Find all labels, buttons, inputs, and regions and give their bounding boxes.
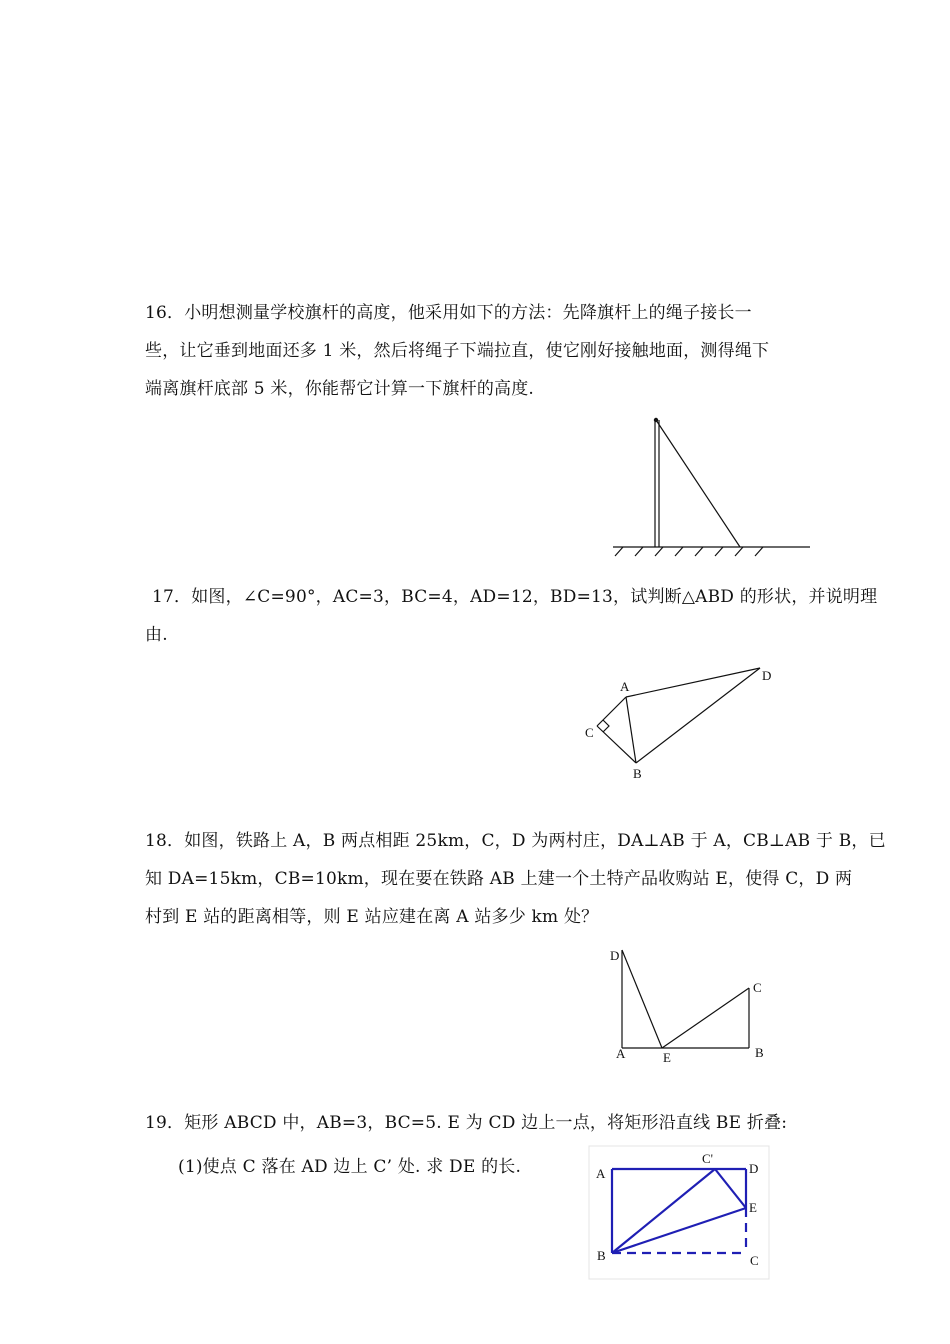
label-b: B [633, 766, 642, 781]
problem-16-line-1: 16．小明想测量学校旗杆的高度，他采用如下的方法：先降旗杆上的绳子接长一 [145, 303, 752, 323]
label-d: D [610, 948, 620, 963]
label-c: C [585, 725, 594, 740]
label-c: C [750, 1253, 759, 1268]
triangle-abd-figure [575, 660, 785, 785]
label-c: C [753, 980, 762, 995]
rectangle-fold-figure [588, 1145, 770, 1280]
label-a: A [616, 1046, 626, 1061]
label-e: E [749, 1200, 757, 1215]
problem-18-line-1: 18．如图，铁路上 A，B 两点相距 25km，C，D 为两村庄，DA⊥AB 于 A，CB⊥AB 于 B，已 [145, 831, 886, 851]
label-a: A [596, 1166, 606, 1181]
label-b: B [597, 1248, 606, 1263]
problem-18-line-2: 知 DA=15km，CB=10km，现在要在铁路 AB 上建一个土特产品收购站 E，使得 C，D 两 [145, 869, 853, 889]
label-c-prime: C' [702, 1151, 714, 1166]
label-d: D [762, 668, 772, 683]
problem-16-line-2: 些，让它垂到地面还多 1 米，然后将绳子下端拉直，使它刚好接触地面，测得绳下 [145, 341, 770, 361]
problem-18-line-3: 村到 E 站的距离相等，则 E 站应建在离 A 站多少 km 处？ [145, 907, 599, 927]
label-b: B [755, 1045, 764, 1060]
problem-17-line-1: 17．如图，∠C=90°，AC=3，BC=4，AD=12，BD=13，试判断△ABD 的形状，并说明理 [152, 587, 878, 607]
problem-16-line-3: 端离旗杆底部 5 米，你能帮它计算一下旗杆的高度. [145, 379, 535, 399]
flagpole-figure [605, 410, 820, 560]
railway-figure [600, 940, 780, 1070]
problem-19-line-1: 19．矩形 ABCD 中，AB=3，BC=5. E 为 CD 边上一点，将矩形沿直线 BE 折叠: [145, 1113, 788, 1133]
label-d: D [749, 1161, 759, 1176]
label-e: E [663, 1050, 671, 1065]
problem-19-line-2: (1)使点 C 落在 AD 边上 C’ 处. 求 DE 的长. [178, 1157, 522, 1177]
problem-17-line-2: 由. [145, 625, 168, 645]
label-a: A [620, 679, 630, 694]
